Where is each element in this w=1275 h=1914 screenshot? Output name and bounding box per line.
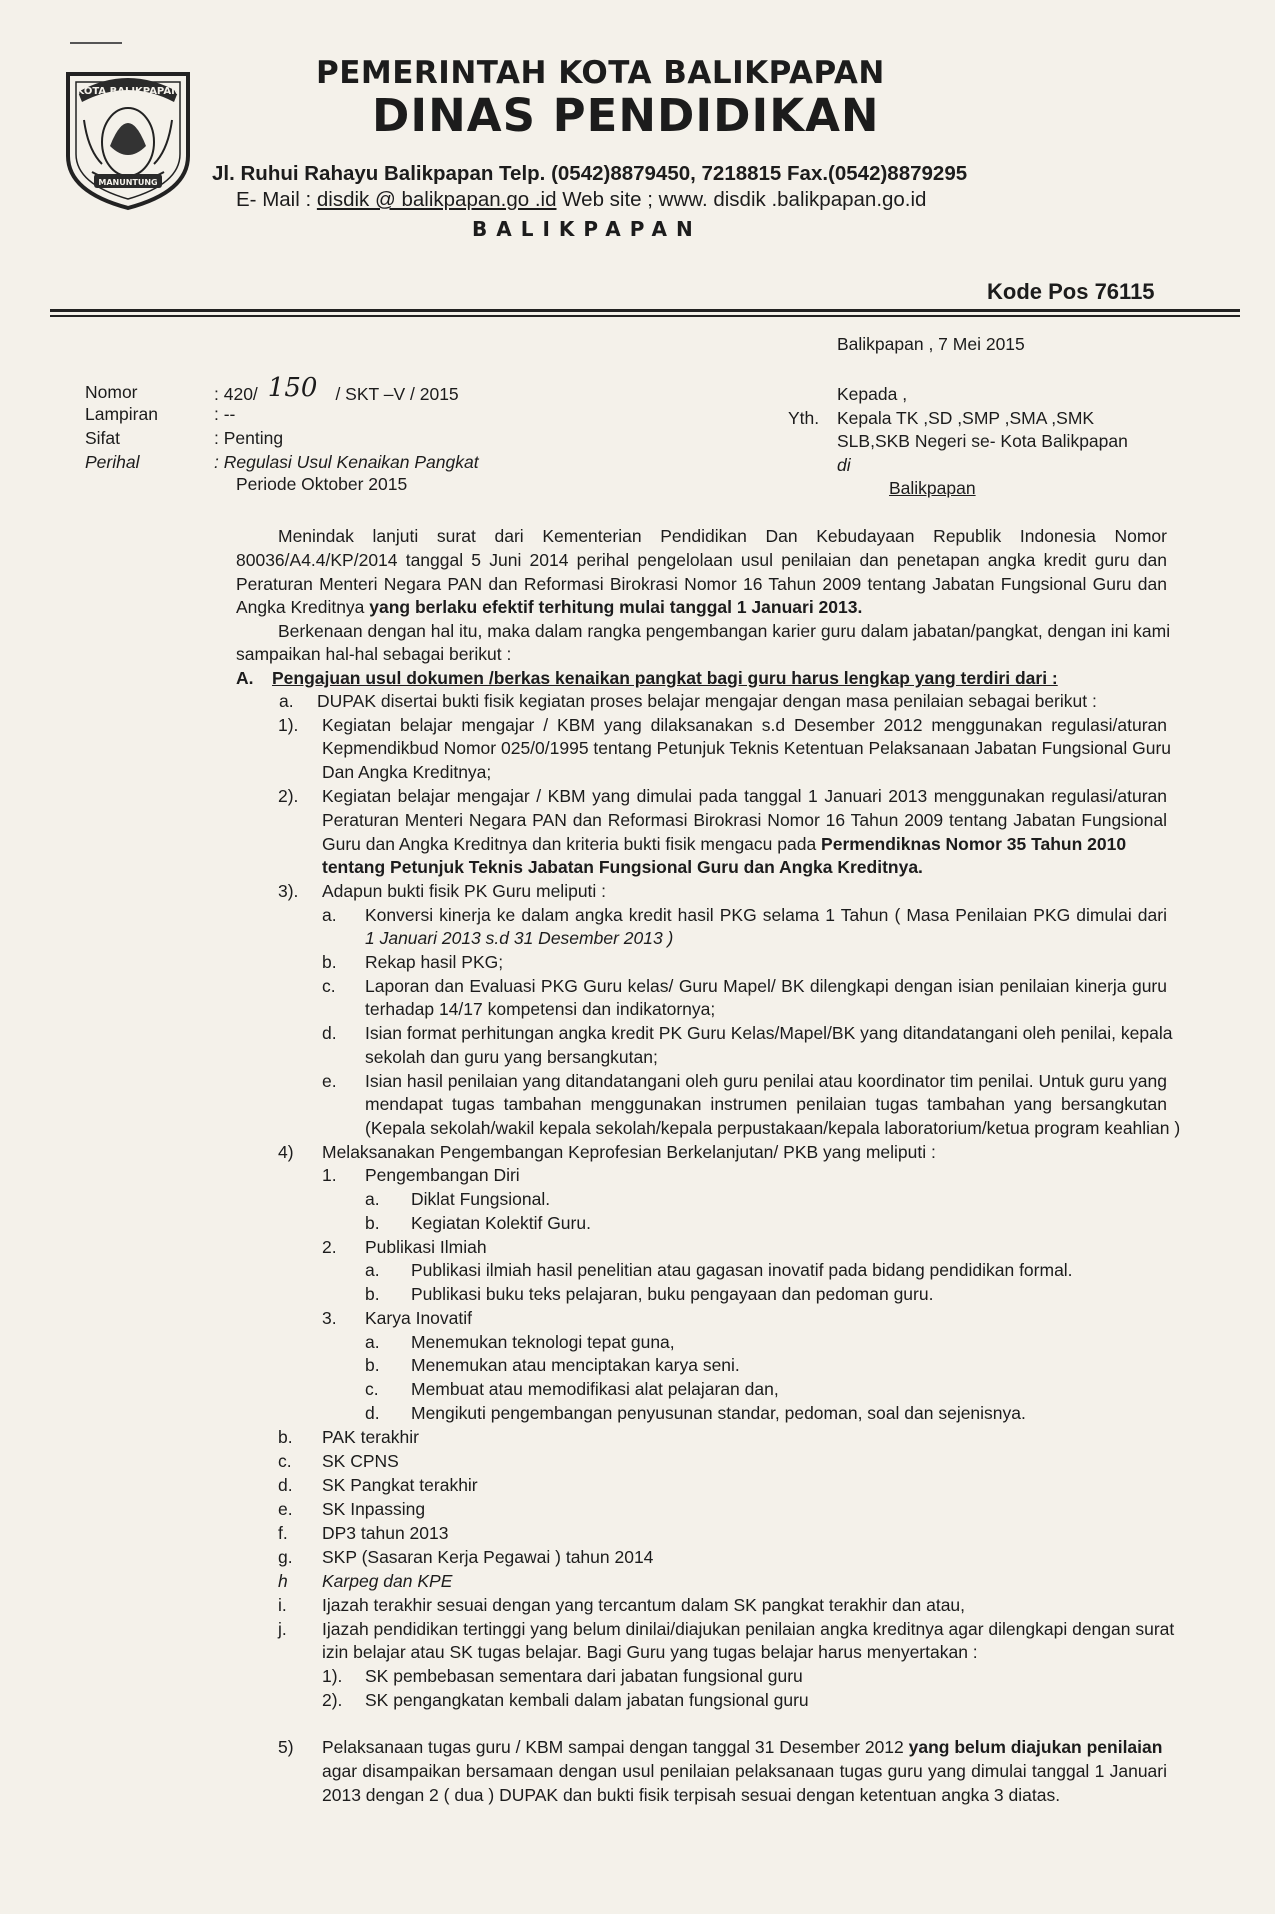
pkb3c-letter: c.	[365, 1379, 379, 1399]
pkb2-title: Publikasi Ilmiah	[365, 1237, 487, 1257]
item-b-text: PAK terakhir	[322, 1427, 419, 1447]
sub3c-letter: c.	[322, 976, 336, 996]
para1-line3: Peraturan Menteri Negara PAN dan Reformasi Birokrasi Nomor 16 Tahun 2009 tentang Jabatan Fungsional Guru dan	[236, 574, 1167, 594]
corner-mark	[70, 42, 122, 44]
pkb3d-letter: d.	[365, 1403, 380, 1423]
recipient-line-2: SLB,SKB Negeri se- Kota Balikpapan	[837, 431, 1128, 451]
item-j-letter: j.	[278, 1619, 287, 1639]
recipient-line-1: Kepala TK ,SD ,SMP ,SMA ,SMK	[837, 408, 1095, 428]
pkb1-number: 1.	[322, 1165, 337, 1185]
sub2-line4: tentang Petunjuk Teknis Jabatan Fungsional Guru dan Angka Kreditnya.	[322, 857, 923, 877]
perihal-label: Perihal	[85, 452, 140, 472]
svg-text:KOTA BALIKPAPAN: KOTA BALIKPAPAN	[76, 86, 180, 97]
nomor-value	[214, 373, 459, 405]
lampiran-value: : --	[214, 404, 236, 424]
item-g-text: SKP (Sasaran Kerja Pegawai ) tahun 2014	[322, 1547, 654, 1567]
para2-line1: Berkenaan dengan hal itu, maka dalam rangka pengembangan karier guru dalam jabatan/pangkat, dengan ini kami	[278, 621, 1171, 641]
sifat-label: Sifat	[85, 428, 121, 448]
sub3e-line2: mendapat tugas tambahan menggunakan instrumen penilaian tugas tambahan yang bersangkutan	[365, 1094, 1167, 1114]
recipient-place: Balikpapan	[889, 478, 976, 498]
nomor-prefix: : 420/	[214, 384, 258, 404]
pkb3a-letter: a.	[365, 1332, 380, 1352]
sub1-line3: Dan Angka Kreditnya;	[322, 762, 492, 782]
item-j2-text: SK pengangkatan kembali dalam jabatan fungsional guru	[365, 1690, 809, 1710]
sub2-number: 2).	[278, 786, 299, 806]
nomor-handwritten: 150	[267, 373, 318, 403]
recipient-di: di	[837, 455, 851, 475]
item-b-letter: b.	[278, 1427, 293, 1447]
sub3e-line3: (Kepala sekolah/wakil kepala sekolah/kepala perpustakaan/kepala laboratorium/ketua program keahlian )	[365, 1118, 1181, 1138]
sub3c-line1: Laporan dan Evaluasi PKG Guru kelas/ Guru Mapel/ BK dilengkapi dengan isian penilaian kinerja guru	[365, 976, 1167, 996]
sub5-line2: agar disampaikan bersamaan dengan usul penilaian pelaksanaan tugas guru yang dimulai tanggal 1 Januari	[322, 1761, 1167, 1781]
pkb3-number: 3.	[322, 1308, 337, 1328]
sub5-line3: 2013 dengan 2 ( dua ) DUPAK dan bukti fisik terpisah sesuai dengan ketentuan angka 3 diatas.	[322, 1785, 1061, 1805]
header-rule-thick	[50, 309, 1240, 312]
sifat-value: : Penting	[214, 428, 284, 448]
pkb1a-text: Diklat Fungsional.	[411, 1189, 551, 1209]
sub3-number: 3).	[278, 881, 299, 901]
item-i-text: Ijazah terakhir sesuai dengan yang tercantum dalam SK pangkat terakhir dan atau,	[322, 1595, 966, 1615]
item-h-letter: h	[278, 1571, 288, 1591]
item-i-letter: i.	[278, 1595, 287, 1615]
sub1-line1: Kegiatan belajar mengajar / KBM yang dilaksanakan s.d Desember 2012 menggunakan regulasi/aturan	[322, 715, 1167, 735]
pkb1b-text: Kegiatan Kolektif Guru.	[411, 1213, 591, 1233]
pkb2b-letter: b.	[365, 1284, 380, 1304]
item-a-text: DUPAK disertai bukti fisik kegiatan proses belajar mengajar dengan masa penilaian sebagai berikut :	[317, 691, 1097, 711]
email-link[interactable]: disdik @ balikpapan.go .id	[316, 188, 557, 211]
pkb3b-text: Menemukan atau menciptakan karya seni.	[411, 1355, 740, 1375]
pkb2a-letter: a.	[365, 1260, 380, 1280]
nomor-label: Nomor	[85, 382, 138, 402]
item-e-letter: e.	[278, 1499, 293, 1519]
item-j1-number: 1).	[322, 1666, 343, 1686]
item-f-letter: f.	[278, 1523, 288, 1543]
pkb1a-letter: a.	[365, 1189, 380, 1209]
sub1-line2: Kepmendikbud Nomor 025/0/1995 tentang Petunjuk Teknis Ketentuan Pelaksanaan Jabatan Fungsional Guru	[322, 738, 1172, 758]
para1-line1: Menindak lanjuti surat dari Kementerian Pendidikan Dan Kebudayaan Republik Indonesia Nomor	[278, 526, 1167, 546]
item-d-text: SK Pangkat terakhir	[322, 1475, 478, 1495]
sub2-line3-start: Guru dan Angka Kreditnya dan kriteria bukti fisik mengacu pada	[322, 834, 822, 854]
government-name: PEMERINTAH KOTA BALIKPAPAN	[316, 55, 885, 91]
sub3a-line1: Konversi kinerja ke dalam angka kredit hasil PKG selama 1 Tahun ( Masa Penilaian PKG dimulai dari	[365, 905, 1167, 925]
pkb2-number: 2.	[322, 1237, 337, 1257]
item-j1-text: SK pembebasan sementara dari jabatan fungsional guru	[365, 1666, 803, 1686]
item-c-letter: c.	[278, 1451, 292, 1471]
item-j-line2: izin belajar atau SK tugas belajar. Bagi Guru yang tugas belajar harus menyertakan :	[322, 1642, 978, 1662]
perihal-period: Periode Oktober 2015	[236, 474, 408, 494]
para1-effective-date: yang berlaku efektif terhitung mulai tanggal 1 Januari 2013.	[369, 597, 863, 617]
sub3d-line2: sekolah dan guru yang bersangkutan;	[365, 1047, 658, 1067]
recipient-yth: Yth.	[788, 408, 820, 428]
sub4-text: Melaksanakan Pengembangan Keprofesian Berkelanjutan/ PKB yang meliputi :	[322, 1142, 936, 1162]
place-date: Balikpapan , 7 Mei 2015	[837, 334, 1025, 354]
item-j2-number: 2).	[322, 1690, 343, 1710]
website-label: Web site ;	[556, 188, 659, 211]
sub2-line2: Peraturan Menteri Negara PAN dan Reformasi Birokrasi Nomor 16 Tahun 2009 tentang Jabatan Fungsional	[322, 810, 1167, 830]
item-d-letter: d.	[278, 1475, 293, 1495]
sub3a-line2: 1 Januari 2013 s.d 31 Desember 2013 )	[365, 928, 674, 948]
postal-code: Kode Pos 76115	[987, 279, 1155, 304]
pkb3-title: Karya Inovatif	[365, 1308, 472, 1328]
sub5-emphasis: yang belum diajukan penilaian	[908, 1737, 1163, 1757]
sub5-line1-start: Pelaksanaan tugas guru / KBM sampai dengan tanggal 31 Desember 2012	[322, 1737, 909, 1757]
sub2-line1: Kegiatan belajar mengajar / KBM yang dimulai pada tanggal 1 Januari 2013 menggunakan regulasi/aturan	[322, 786, 1167, 806]
pkb3d-text: Mengikuti pengembangan penyusunan standar, pedoman, soal dan sejenisnya.	[411, 1403, 1026, 1423]
item-c-text: SK CPNS	[322, 1451, 399, 1471]
pkb1-title: Pengembangan Diri	[365, 1165, 520, 1185]
sub3c-line2: terhadap 14/17 kompetensi dan indikatornya;	[365, 999, 716, 1019]
agency-address: Jl. Ruhui Rahayu Balikpapan Telp. (0542)8879450, 7218815 Fax.(0542)8879295	[212, 162, 968, 185]
pkb1b-letter: b.	[365, 1213, 380, 1233]
section-a-title: Pengajuan usul dokumen /berkas kenaikan pangkat bagi guru harus lengkap yang terdiri dari :	[272, 668, 1058, 688]
section-a-letter: A.	[236, 668, 254, 688]
sub5-line1	[322, 1736, 1162, 1758]
website-link[interactable]: www. disdik .balikpapan.go.id	[658, 188, 927, 211]
para1-line4-start: Angka Kreditnya	[236, 597, 370, 617]
item-e-text: SK Inpassing	[322, 1499, 426, 1519]
pkb3c-text: Membuat atau memodifikasi alat pelajaran dan,	[411, 1379, 779, 1399]
sub3-text: Adapun bukti fisik PK Guru meliputi :	[322, 881, 607, 901]
lampiran-label: Lampiran	[85, 404, 158, 424]
pkb2a-text: Publikasi ilmiah hasil penelitian atau gagasan inovatif pada bidang pendidikan formal.	[411, 1260, 1073, 1280]
item-a-letter: a.	[279, 691, 294, 711]
sub3a-letter: a.	[322, 905, 337, 925]
sub5-number: 5)	[278, 1737, 294, 1757]
sub3b-letter: b.	[322, 952, 337, 972]
sub2-regulation: Permendiknas Nomor 35 Tahun 2010	[821, 834, 1127, 854]
sub3e-line1: Isian hasil penilaian yang ditandatangani oleh guru penilai atau koordinator tim penilai. Untuk guru yang	[365, 1071, 1167, 1091]
para2-line2: sampaikan hal-hal sebagai berikut :	[236, 644, 512, 664]
sub3e-letter: e.	[322, 1071, 337, 1091]
item-j-line1: Ijazah pendidikan tertinggi yang belum dinilai/diajukan penilaian angka kreditnya agar dilengkapi dengan surat	[322, 1619, 1175, 1639]
sub3d-letter: d.	[322, 1023, 337, 1043]
item-f-text: DP3 tahun 2013	[322, 1523, 449, 1543]
svg-text:MANUNTUNG: MANUNTUNG	[98, 178, 158, 187]
item-h-text: Karpeg dan KPE	[322, 1571, 453, 1591]
sub2-line3	[322, 833, 1126, 855]
sub4-number: 4)	[278, 1142, 294, 1162]
para1-line4	[236, 596, 862, 618]
perihal-value: : Regulasi Usul Kenaikan Pangkat	[214, 452, 479, 472]
pkb3a-text: Menemukan teknologi tepat guna,	[411, 1332, 675, 1352]
city-name: BALIKPAPAN	[472, 217, 702, 241]
sub1-number: 1).	[278, 715, 299, 735]
nomor-suffix: / SKT –V / 2015	[335, 384, 459, 404]
sub3b-text: Rekap hasil PKG;	[365, 952, 504, 972]
sub3d-line1: Isian format perhitungan angka kredit PK Guru Kelas/Mapel/BK yang ditandatangani oleh penilai, kepala	[365, 1023, 1173, 1043]
item-g-letter: g.	[278, 1547, 293, 1567]
pkb3b-letter: b.	[365, 1355, 380, 1375]
agency-name: DINAS PENDIDIKAN	[372, 89, 880, 142]
contact-line	[236, 189, 926, 211]
recipient-kepada: Kepada ,	[837, 384, 908, 404]
city-seal-logo	[58, 60, 198, 212]
para1-line2: 80036/A4.4/KP/2014 tanggal 5 Juni 2014 perihal pengelolaan usul penilaian dan penetapan angka kredit guru dan	[236, 550, 1167, 570]
header-rule-thin	[50, 315, 1240, 317]
email-label: E- Mail :	[236, 188, 317, 211]
pkb2b-text: Publikasi buku teks pelajaran, buku pengayaan dan pedoman guru.	[411, 1284, 934, 1304]
